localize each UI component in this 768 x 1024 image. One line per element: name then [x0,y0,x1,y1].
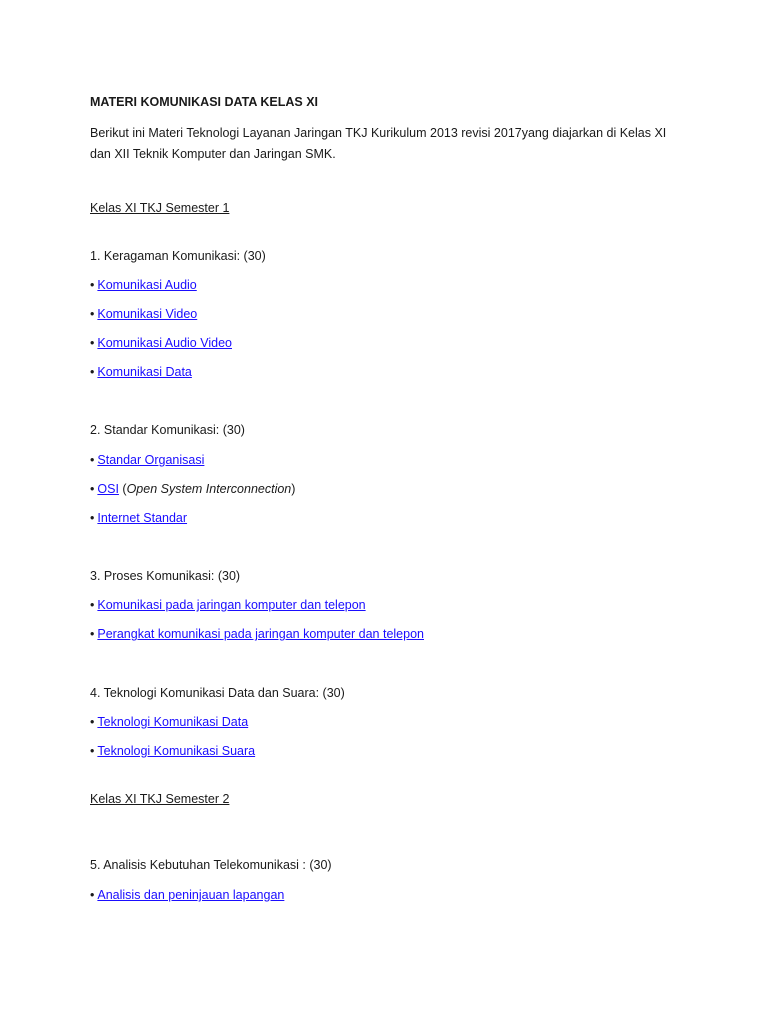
list-item [90,335,232,351]
link-teknologi-data[interactable]: Teknologi Komunikasi Data [97,715,249,729]
bullet-icon: • [90,453,95,467]
bullet-icon: • [90,336,95,350]
bullet-icon: • [90,744,95,758]
section-1-heading: 1. Keragaman Komunikasi: (30) [90,249,266,263]
bullet-icon: • [90,307,95,321]
list-item [90,481,295,497]
intro-paragraph [90,123,690,165]
link-internet-standar[interactable]: Internet Standar [97,511,188,525]
bullet-icon: • [90,278,95,292]
bullet-icon: • [90,482,95,496]
list-item [90,626,424,642]
link-komunikasi-audio-video[interactable]: Komunikasi Audio Video [97,336,232,350]
intro-text-part2: yang diajarkan di Kelas XI [521,126,667,140]
list-item [90,277,197,293]
intro-text-part1: Berikut ini Materi Teknologi Layanan Jaringan TKJ Kurikulum 2013 revisi 2017 [90,126,522,140]
list-item [90,743,255,759]
bullet-icon: • [90,715,95,729]
section-3-heading: 3. Proses Komunikasi: (30) [90,569,241,583]
osi-expansion: Open System Interconnection [126,482,292,496]
link-osi[interactable]: OSI [97,482,119,496]
list-item [90,714,248,730]
link-teknologi-suara[interactable]: Teknologi Komunikasi Suara [97,744,256,758]
link-komunikasi-video[interactable]: Komunikasi Video [97,307,198,321]
list-item [90,306,197,322]
link-komunikasi-audio[interactable]: Komunikasi Audio [97,278,197,292]
bullet-icon: • [90,627,95,641]
bullet-icon: • [90,888,95,902]
link-komunikasi-data[interactable]: Komunikasi Data [97,365,192,379]
link-analisis-lapangan[interactable]: Analisis dan peninjauan lapangan [97,888,285,902]
document-title: MATERI KOMUNIKASI DATA KELAS XI [90,95,319,109]
section-5-heading: 5. Analisis Kebutuhan Telekomunikasi : (30) [90,858,332,872]
list-item [90,597,366,613]
link-perangkat-komunikasi[interactable]: Perangkat komunikasi pada jaringan komputer dan telepon [97,627,424,641]
section-4-heading: 4. Teknologi Komunikasi Data dan Suara: (30) [90,686,345,700]
list-item [90,364,192,380]
osi-paren-close: ) [291,482,296,496]
link-komunikasi-jaringan[interactable]: Komunikasi pada jaringan komputer dan telepon [97,598,366,612]
bullet-icon: • [90,511,95,525]
section-2-heading: 2. Standar Komunikasi: (30) [90,423,245,437]
list-item [90,887,284,903]
bullet-icon: • [90,365,95,379]
link-standar-organisasi[interactable]: Standar Organisasi [97,453,205,467]
semester2-heading: Kelas XI TKJ Semester 2 [90,792,230,806]
intro-text-line2: dan XII Teknik Komputer dan Jaringan SMK. [90,147,336,161]
semester1-heading: Kelas XI TKJ Semester 1 [90,201,230,215]
bullet-icon: • [90,598,95,612]
list-item [90,452,204,468]
list-item [90,510,187,526]
osi-paren-open: ( [118,482,127,496]
